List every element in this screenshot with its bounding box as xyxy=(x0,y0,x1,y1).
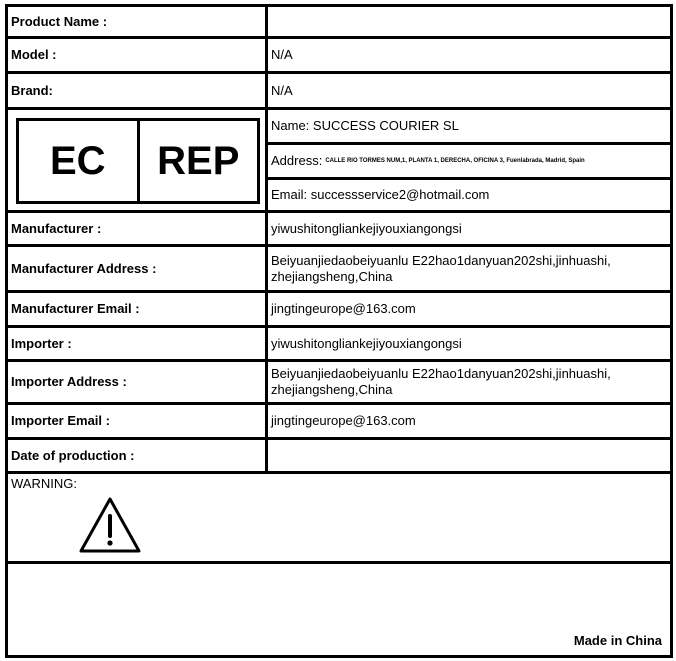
importer-email-value: jingtingeurope@163.com xyxy=(268,405,670,437)
product-label-table xyxy=(5,4,673,658)
importer-address-label: Importer Address : xyxy=(8,362,265,402)
ec-rep-address-value: CALLE RIO TORMES NUM,1, PLANTA 1, DERECHA, OFICINA 3, Fuenlabrada, Madrid, Spain xyxy=(325,158,585,164)
product-name-label: Product Name : xyxy=(8,7,265,36)
footer-cell xyxy=(8,564,670,655)
model-value: N/A xyxy=(268,39,670,71)
importer-address-value: Beiyuanjiedaobeiyuanlu E22hao1danyuan202shi,jinhuashi, zhejiangsheng,China xyxy=(268,362,670,402)
manufacturer-label: Manufacturer : xyxy=(8,213,265,244)
manufacturer-value: yiwushitongliankejiyouxiangongsi xyxy=(268,213,670,244)
importer-label: Importer : xyxy=(8,328,265,359)
brand-value: N/A xyxy=(268,74,670,107)
manufacturer-email-value: jingtingeurope@163.com xyxy=(268,293,670,325)
date-of-production-label: Date of production : xyxy=(8,440,265,471)
ec-rep-symbol-left: EC xyxy=(49,138,106,183)
importer-email-label: Importer Email : xyxy=(8,405,265,437)
ec-rep-name: Name: SUCCESS COURIER SL xyxy=(268,110,670,142)
date-of-production-value xyxy=(268,440,670,471)
ec-rep-address xyxy=(268,145,670,177)
warning-triangle-icon xyxy=(78,496,142,554)
manufacturer-email-label: Manufacturer Email : xyxy=(8,293,265,325)
model-label: Model : xyxy=(8,39,265,71)
made-in-text: Made in China xyxy=(573,633,662,648)
product-name-value xyxy=(268,7,670,36)
ec-rep-symbol-right: REP xyxy=(157,138,240,183)
brand-label: Brand: xyxy=(8,74,265,107)
manufacturer-address-value: Beiyuanjiedaobeiyuanlu E22hao1danyuan202shi,jinhuashi, zhejiangsheng,China xyxy=(268,247,670,290)
manufacturer-address-label: Manufacturer Address : xyxy=(8,247,265,290)
ec-rep-symbol xyxy=(16,118,260,204)
ec-rep-symbol-cell xyxy=(8,110,265,210)
warning-cell xyxy=(8,474,670,561)
ec-rep-address-label: Address: xyxy=(271,153,323,168)
importer-value: yiwushitongliankejiyouxiangongsi xyxy=(268,328,670,359)
ec-rep-email: Email: successservice2@hotmail.com xyxy=(268,180,670,210)
warning-label: WARNING: xyxy=(11,476,77,491)
